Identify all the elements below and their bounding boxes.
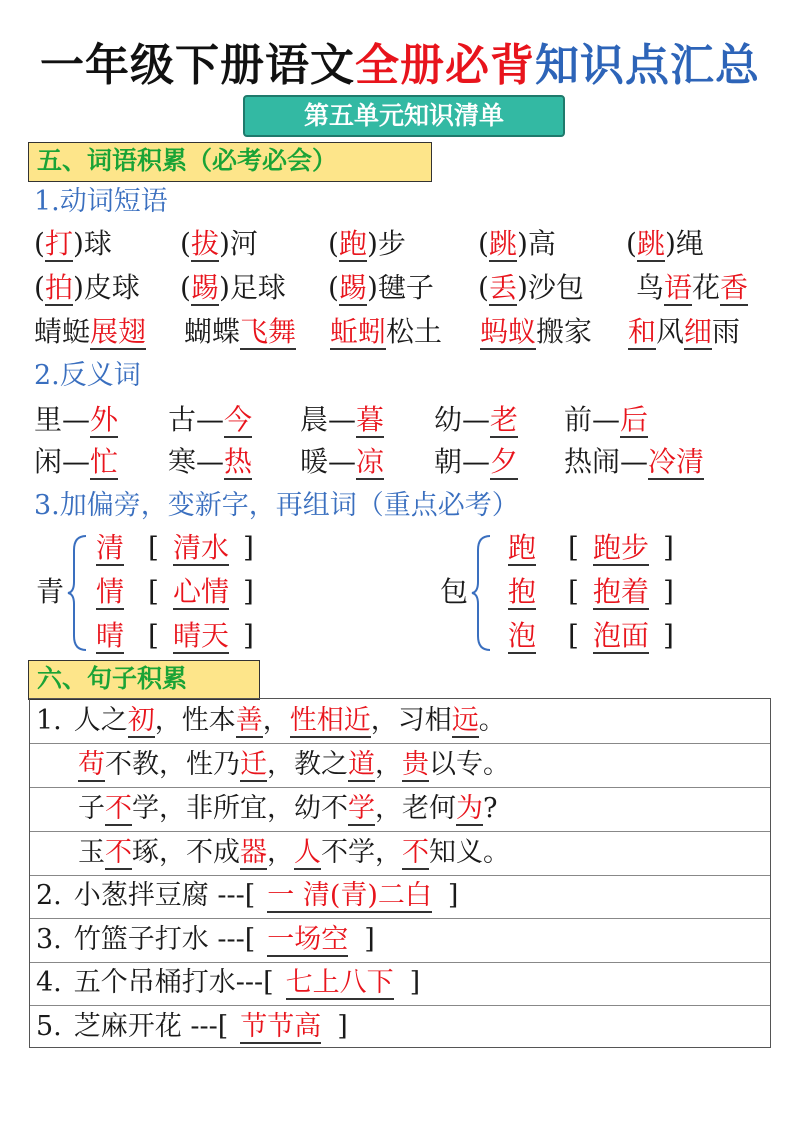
antonyms-heading: 2.反义词 [34, 360, 141, 391]
verb-item: (跳)绳 [626, 227, 704, 260]
verb-item: (拔)河 [180, 227, 258, 260]
antonym-pair: 暖—凉 [300, 445, 385, 478]
idiom-item: 鸟语花香 [636, 271, 749, 304]
antonym-pair: 闲—忙 [34, 445, 119, 478]
verb-item: (丢)沙包 [478, 271, 584, 304]
radical-row: 泡 [508, 619, 537, 652]
radical-row: 抱 [508, 575, 537, 608]
antonym-pair: 寒—热 [168, 445, 253, 478]
table-row: 子不学，非所宜，幼不学，老何为? [78, 793, 498, 824]
verb-item: (踢)足球 [180, 271, 286, 304]
radical-row: [ 清水 ] [148, 531, 254, 564]
brace-icon [470, 534, 492, 652]
radical-row: [ 泡面 ] [568, 619, 674, 652]
idiom-item: 和风细雨 [628, 315, 741, 348]
section-heading-vocabulary: 五、词语积累（必考必会） [28, 142, 432, 182]
antonym-pair: 晨—暮 [300, 403, 385, 436]
table-row: 3. 竹篮子打水 ---[ 一场空 ] [36, 924, 375, 955]
antonym-pair: 前—后 [564, 403, 649, 436]
radical-row: 跑 [508, 531, 537, 564]
root-character: 包 [440, 575, 469, 608]
verb-item: (跑)步 [328, 227, 406, 260]
radical-row: 清 [96, 531, 125, 564]
radical-row: [ 抱着 ] [568, 575, 674, 608]
idiom-item: 蚯蚓松土 [330, 315, 443, 348]
idiom-item: 蚂蚁搬家 [480, 315, 593, 348]
sentence-table [29, 698, 771, 1048]
verb-item: (拍)皮球 [34, 271, 140, 304]
radical-row: [ 跑步 ] [568, 531, 674, 564]
idiom-item: 蜻蜓展翅 [34, 315, 147, 348]
radicals-heading: 3.加偏旁，变新字，再组词（重点必考） [34, 490, 519, 521]
verb-item: (跳)高 [478, 227, 556, 260]
table-row: 玉不琢，不成器，人不学，不知义。 [78, 837, 510, 868]
radical-row: 晴 [96, 619, 125, 652]
verb-item: (打)球 [34, 227, 112, 260]
verb-phrases-heading: 1.动词短语 [34, 186, 168, 217]
brace-icon [66, 534, 88, 652]
root-character: 青 [36, 575, 65, 608]
table-row: 1. 人之初，性本善，性相近，习相远。 [36, 705, 506, 736]
antonym-pair: 热闹—冷清 [564, 445, 705, 478]
verb-item: (踢)毽子 [328, 271, 434, 304]
idiom-item: 蝴蝶飞舞 [184, 315, 297, 348]
antonym-pair: 里—外 [34, 403, 119, 436]
table-row: 4. 五个吊桶打水---[ 七上八下 ] [36, 967, 421, 998]
radical-row: [ 心情 ] [148, 575, 254, 608]
table-row: 苟不教，性乃迁，教之道，贵以专。 [78, 749, 510, 780]
antonym-pair: 朝—夕 [434, 445, 519, 478]
antonym-pair: 幼—老 [434, 403, 519, 436]
table-row: 2. 小葱拌豆腐 ---[ 一 清(青)二白 ] [36, 880, 459, 911]
radical-row: [ 晴天 ] [148, 619, 254, 652]
table-row: 5. 芝麻开花 ---[ 节节高 ] [36, 1011, 348, 1042]
antonym-pair: 古—今 [168, 403, 253, 436]
radical-row: 情 [96, 575, 125, 608]
section-heading-sentences: 六、句子积累 [28, 660, 260, 700]
page-title: 一年级下册语文全册必背知识点汇总 [40, 40, 760, 91]
unit-banner: 第五单元知识清单 [243, 95, 565, 137]
